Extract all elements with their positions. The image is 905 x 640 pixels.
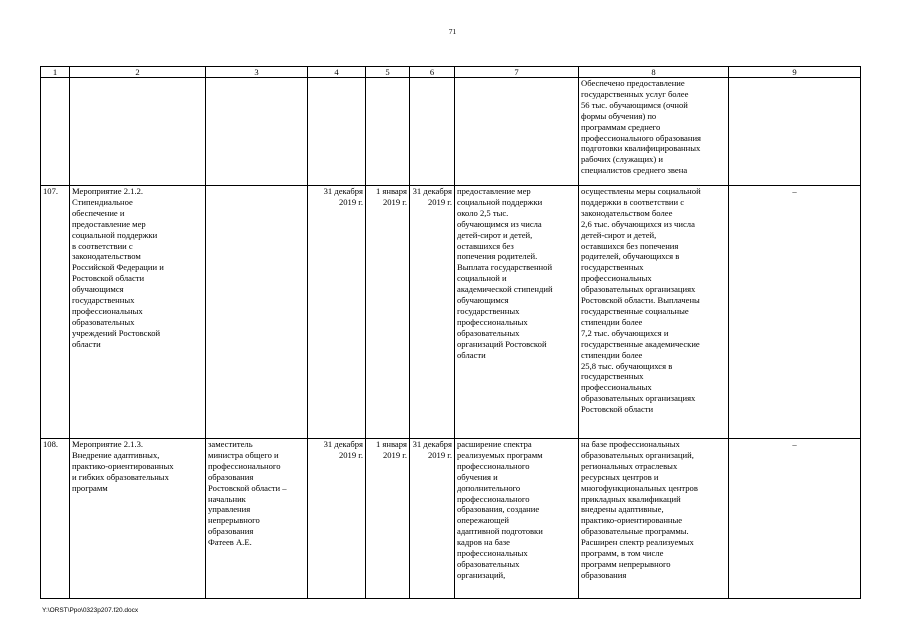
col-number-3: 3 [206, 67, 308, 78]
table-row [41, 439, 861, 599]
plan-date-cell: 31 декабря 2019 г. [308, 439, 366, 599]
col-number-7: 7 [455, 67, 579, 78]
actual-result-cell: осуществлены меры социальной поддержки в соответствии с законодательством более 2,6 тыс. обучающихся из числа детей-сирот и детей, оставшихся без попечения родителей, обучающихся в государственных профессиональных образовательных организациях Ростовской области. Выплачены государственные социальные стипендии более 7,2 тыс. обучающихся и государственные академические стипендии более 25,8 тыс. обучающихся в государственных профессиональных образовательных организациях Ростовской области [579, 186, 729, 439]
responsible-cell [206, 186, 308, 439]
expected-result-cell: расширение спектра реализуемых программ профессионального обучения и дополнительного профессионального образования, создание опережающей адаптивной подготовки кадров на базе профессиональных образовательных организаций, [455, 439, 579, 599]
file-path-footer: Y:\ORST\Ppo\0323p207.f20.docx [42, 607, 139, 614]
col-number-8: 8 [579, 67, 729, 78]
col-number-5: 5 [366, 67, 410, 78]
activity-name-cell: Мероприятие 2.1.3. Внедрение адаптивных, практико-ориентированных и гибких образовательных программ [70, 439, 206, 599]
page-number: 71 [448, 27, 457, 36]
end-date-cell: 31 декабря 2019 г. [410, 186, 455, 439]
column-numbers-row [41, 67, 861, 78]
plan-date-cell: 31 декабря 2019 г. [308, 186, 366, 439]
activities-table [40, 66, 861, 599]
col-number-2: 2 [70, 67, 206, 78]
table-row [41, 186, 861, 439]
actual-result-cell: на базе профессиональных образовательных организаций, региональных отраслевых ресурсных центров и многофункциональных центров прикладных квалификаций внедрены адаптивные, практико-ориентированные образовательные программы. Расширен спектр реализуемых программ, в том числе программ непрерывного образования [579, 439, 729, 599]
row-number: 108. [41, 439, 70, 599]
expected-result-cell: предоставление мер социальной поддержки около 2,5 тыс. обучающимся из числа детей-сирот и детей, оставшихся без попечения родителей. Выплата государственной социальной и академической стипендий обучающимся государственных профессиональных образовательных организаций Ростовской области [455, 186, 579, 439]
row-number: 107. [41, 186, 70, 439]
col-number-9: 9 [729, 67, 861, 78]
col-number-1: 1 [41, 67, 70, 78]
notes-cell: – [729, 439, 861, 599]
notes-cell: – [729, 186, 861, 439]
continuation-result-cell: Обеспечено предоставление государственных услуг более 56 тыс. обучающимся (очной формы обучения) по программам среднего профессионального образования подготовки квалифицированных рабочих (служащих) и специалистов среднего звена [579, 78, 729, 186]
responsible-cell: заместитель министра общего и профессионального образования Ростовской области – начальник управления непрерывного образования Фатеев А.Е. [206, 439, 308, 599]
end-date-cell: 31 декабря 2019 г. [410, 439, 455, 599]
col-number-6: 6 [410, 67, 455, 78]
activity-name-cell: Мероприятие 2.1.2. Стипендиальное обеспечение и предоставление мер социальной поддержки в соответствии с законодательством Российской Федерации и Ростовской области обучающимся государственных профессиональных образовательных учреждений Ростовской области [70, 186, 206, 439]
start-date-cell: 1 января 2019 г. [366, 439, 410, 599]
continuation-row [41, 78, 861, 186]
col-number-4: 4 [308, 67, 366, 78]
start-date-cell: 1 января 2019 г. [366, 186, 410, 439]
